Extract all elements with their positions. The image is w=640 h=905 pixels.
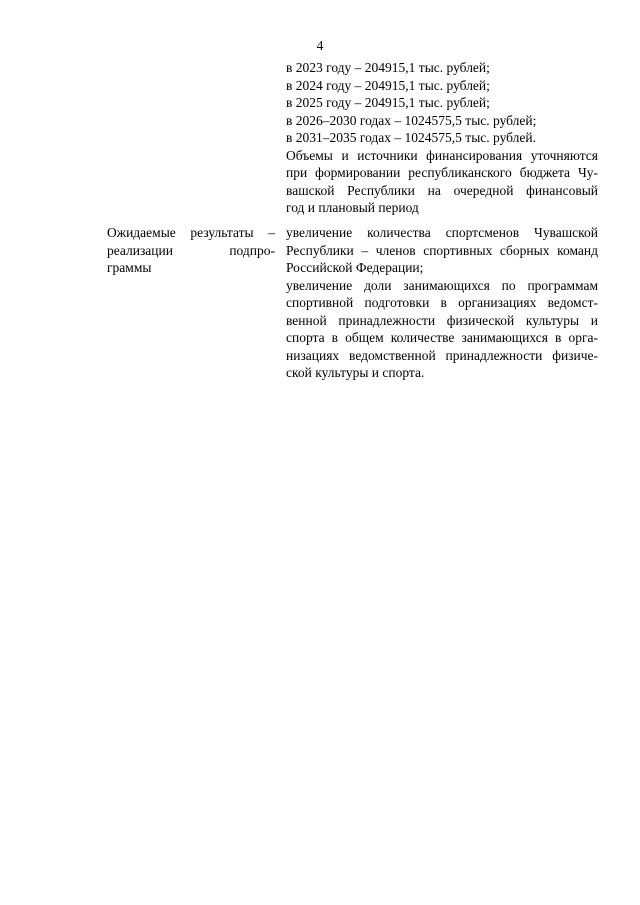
funding-line: в 2024 году – 204915,1 тыс. рублей;: [286, 77, 490, 93]
results-item-line: увеличение доли занимающихся по программам: [286, 277, 598, 293]
funding-note-line: Объемы и источники финансирования уточняются: [286, 147, 598, 163]
funding-section: [286, 59, 598, 217]
results-item-line: Республики – членов спортивных сборных команд: [286, 242, 598, 258]
results-item-line: спорта в общем количестве занимающихся в орга-: [286, 330, 598, 345]
results-label-line: граммы: [107, 260, 152, 275]
results-section: [286, 224, 598, 382]
results-item-line: венной принадлежности физической культуры и: [286, 312, 598, 328]
results-item-line: низациях ведомственной принадлежности физиче-: [286, 347, 598, 363]
results-item-line: Российской Федерации;: [286, 260, 424, 275]
funding-line: в 2023 году – 204915,1 тыс. рублей;: [286, 60, 490, 75]
results-label-line: реализации подпро-: [107, 242, 275, 258]
funding-line: в 2025 году – 204915,1 тыс. рублей;: [286, 95, 490, 110]
funding-note-line: при формировании республиканского бюджета Чу-: [286, 165, 598, 180]
page-number: 4: [316, 38, 324, 53]
results-label-line: Ожидаемые результаты –: [107, 225, 275, 240]
funding-line: в 2031–2035 годах – 1024575,5 тыс. рублей.: [286, 130, 537, 145]
funding-note-line: год и плановый период: [286, 200, 419, 215]
funding-note-line: вашской Республики на очередной финансовый: [286, 182, 598, 198]
results-label: [107, 224, 275, 277]
results-item-line: увеличение количества спортсменов Чувашской: [286, 225, 598, 240]
results-item-line: спортивной подготовки в организациях ведомст-: [286, 295, 598, 310]
funding-line: в 2026–2030 годах – 1024575,5 тыс. рублей;: [286, 112, 537, 128]
results-item-line: ской культуры и спорта.: [286, 365, 425, 380]
